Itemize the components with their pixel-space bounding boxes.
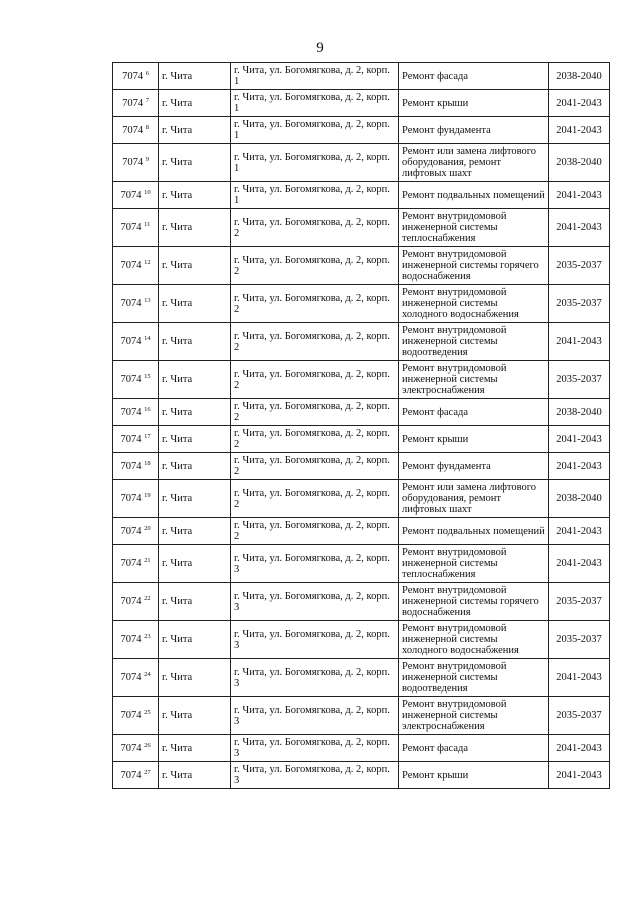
work-type-cell: Ремонт или замена лифтового оборудования, ремонт лифтовых шахт bbox=[399, 144, 549, 182]
row-number: 7074 $^{10}$ bbox=[113, 182, 159, 209]
row-number: 7074 $^{16}$ bbox=[113, 399, 159, 426]
table-row bbox=[113, 144, 610, 182]
address-cell: г. Чита, ул. Богомягкова, д. 2, корп. 3 bbox=[231, 697, 399, 735]
page-number: 9 bbox=[316, 40, 324, 56]
address-cell: г. Чита, ул. Богомягкова, д. 2, корп. 2 bbox=[231, 247, 399, 285]
table-row bbox=[113, 621, 610, 659]
work-type-cell: Ремонт внутридомовой инженерной системы холодного водоснабжения bbox=[399, 621, 549, 659]
table-row bbox=[113, 453, 610, 480]
work-type-cell: Ремонт внутридомовой инженерной системы горячего водоснабжения bbox=[399, 247, 549, 285]
work-type-cell: Ремонт внутридомовой инженерной системы электроснабжения bbox=[399, 361, 549, 399]
city-cell: г. Чита bbox=[159, 659, 231, 697]
address-cell: г. Чита, ул. Богомягкова, д. 2, корп. 1 bbox=[231, 63, 399, 90]
work-type-cell: Ремонт фундамента bbox=[399, 117, 549, 144]
city-cell: г. Чита bbox=[159, 399, 231, 426]
city-cell: г. Чита bbox=[159, 63, 231, 90]
row-number: 7074 $^{23}$ bbox=[113, 621, 159, 659]
address-cell: г. Чита, ул. Богомягкова, д. 2, корп. 2 bbox=[231, 285, 399, 323]
period-cell: 2035-2037 bbox=[549, 361, 610, 399]
table-row bbox=[113, 762, 610, 789]
address-cell: г. Чита, ул. Богомягкова, д. 2, корп. 3 bbox=[231, 659, 399, 697]
address-cell: г. Чита, ул. Богомягкова, д. 2, корп. 2 bbox=[231, 209, 399, 247]
city-cell: г. Чита bbox=[159, 285, 231, 323]
row-number: 7074 $^7$ bbox=[113, 90, 159, 117]
work-type-cell: Ремонт крыши bbox=[399, 90, 549, 117]
address-cell: г. Чита, ул. Богомягкова, д. 2, корп. 1 bbox=[231, 117, 399, 144]
city-cell: г. Чита bbox=[159, 426, 231, 453]
period-cell: 2041-2043 bbox=[549, 762, 610, 789]
period-cell: 2041-2043 bbox=[549, 518, 610, 545]
row-number: 7074 $^{11}$ bbox=[113, 209, 159, 247]
table-row bbox=[113, 659, 610, 697]
row-number: 7074 $^{21}$ bbox=[113, 545, 159, 583]
row-number: 7074 $^9$ bbox=[113, 144, 159, 182]
repair-schedule-table bbox=[112, 62, 610, 789]
address-cell: г. Чита, ул. Богомягкова, д. 2, корп. 2 bbox=[231, 361, 399, 399]
work-type-cell: Ремонт внутридомовой инженерной системы теплоснабжения bbox=[399, 545, 549, 583]
table-row bbox=[113, 697, 610, 735]
table-row bbox=[113, 426, 610, 453]
period-cell: 2038-2040 bbox=[549, 63, 610, 90]
address-cell: г. Чита, ул. Богомягкова, д. 2, корп. 2 bbox=[231, 323, 399, 361]
row-number: 7074 $^8$ bbox=[113, 117, 159, 144]
period-cell: 2041-2043 bbox=[549, 182, 610, 209]
period-cell: 2035-2037 bbox=[549, 285, 610, 323]
period-cell: 2041-2043 bbox=[549, 426, 610, 453]
city-cell: г. Чита bbox=[159, 480, 231, 518]
work-type-cell: Ремонт внутридомовой инженерной системы водоотведения bbox=[399, 659, 549, 697]
city-cell: г. Чита bbox=[159, 361, 231, 399]
table-row bbox=[113, 399, 610, 426]
address-cell: г. Чита, ул. Богомягкова, д. 2, корп. 2 bbox=[231, 453, 399, 480]
row-number: 7074 $^{27}$ bbox=[113, 762, 159, 789]
city-cell: г. Чита bbox=[159, 453, 231, 480]
city-cell: г. Чита bbox=[159, 182, 231, 209]
work-type-cell: Ремонт внутридомовой инженерной системы теплоснабжения bbox=[399, 209, 549, 247]
city-cell: г. Чита bbox=[159, 209, 231, 247]
period-cell: 2038-2040 bbox=[549, 399, 610, 426]
row-number: 7074 $^{22}$ bbox=[113, 583, 159, 621]
row-number: 7074 $^{24}$ bbox=[113, 659, 159, 697]
work-type-cell: Ремонт подвальных помещений bbox=[399, 518, 549, 545]
period-cell: 2038-2040 bbox=[549, 480, 610, 518]
city-cell: г. Чита bbox=[159, 247, 231, 285]
row-number: 7074 $^{15}$ bbox=[113, 361, 159, 399]
address-cell: г. Чита, ул. Богомягкова, д. 2, корп. 3 bbox=[231, 545, 399, 583]
period-cell: 2035-2037 bbox=[549, 697, 610, 735]
row-number: 7074 $^{25}$ bbox=[113, 697, 159, 735]
work-type-cell: Ремонт крыши bbox=[399, 426, 549, 453]
table-row bbox=[113, 90, 610, 117]
period-cell: 2035-2037 bbox=[549, 621, 610, 659]
period-cell: 2041-2043 bbox=[549, 209, 610, 247]
address-cell: г. Чита, ул. Богомягкова, д. 2, корп. 2 bbox=[231, 480, 399, 518]
city-cell: г. Чита bbox=[159, 762, 231, 789]
city-cell: г. Чита bbox=[159, 583, 231, 621]
row-number: 7074 $^{13}$ bbox=[113, 285, 159, 323]
row-number: 7074 $^{20}$ bbox=[113, 518, 159, 545]
work-type-cell: Ремонт фасада bbox=[399, 63, 549, 90]
table-row bbox=[113, 518, 610, 545]
table-row bbox=[113, 209, 610, 247]
row-number: 7074 $^{14}$ bbox=[113, 323, 159, 361]
period-cell: 2041-2043 bbox=[549, 545, 610, 583]
address-cell: г. Чита, ул. Богомягкова, д. 2, корп. 2 bbox=[231, 399, 399, 426]
period-cell: 2041-2043 bbox=[549, 323, 610, 361]
table-row bbox=[113, 182, 610, 209]
row-number: 7074 $^{12}$ bbox=[113, 247, 159, 285]
work-type-cell: Ремонт или замена лифтового оборудования, ремонт лифтовых шахт bbox=[399, 480, 549, 518]
address-cell: г. Чита, ул. Богомягкова, д. 2, корп. 3 bbox=[231, 621, 399, 659]
address-cell: г. Чита, ул. Богомягкова, д. 2, корп. 2 bbox=[231, 518, 399, 545]
table-row bbox=[113, 63, 610, 90]
address-cell: г. Чита, ул. Богомягкова, д. 2, корп. 1 bbox=[231, 90, 399, 117]
city-cell: г. Чита bbox=[159, 90, 231, 117]
period-cell: 2035-2037 bbox=[549, 583, 610, 621]
city-cell: г. Чита bbox=[159, 518, 231, 545]
work-type-cell: Ремонт внутридомовой инженерной системы электроснабжения bbox=[399, 697, 549, 735]
work-type-cell: Ремонт внутридомовой инженерной системы водоотведения bbox=[399, 323, 549, 361]
table-row bbox=[113, 735, 610, 762]
period-cell: 2041-2043 bbox=[549, 453, 610, 480]
row-number: 7074 $^{17}$ bbox=[113, 426, 159, 453]
row-number: 7074 $^{18}$ bbox=[113, 453, 159, 480]
work-type-cell: Ремонт крыши bbox=[399, 762, 549, 789]
table-row bbox=[113, 323, 610, 361]
city-cell: г. Чита bbox=[159, 144, 231, 182]
city-cell: г. Чита bbox=[159, 621, 231, 659]
work-type-cell: Ремонт фасада bbox=[399, 735, 549, 762]
table-row bbox=[113, 583, 610, 621]
table-row bbox=[113, 545, 610, 583]
address-cell: г. Чита, ул. Богомягкова, д. 2, корп. 3 bbox=[231, 735, 399, 762]
address-cell: г. Чита, ул. Богомягкова, д. 2, корп. 2 bbox=[231, 426, 399, 453]
period-cell: 2035-2037 bbox=[549, 247, 610, 285]
row-number: 7074 $^6$ bbox=[113, 63, 159, 90]
table-row bbox=[113, 285, 610, 323]
city-cell: г. Чита bbox=[159, 323, 231, 361]
table-row bbox=[113, 480, 610, 518]
work-type-cell: Ремонт внутридомовой инженерной системы горячего водоснабжения bbox=[399, 583, 549, 621]
city-cell: г. Чита bbox=[159, 735, 231, 762]
city-cell: г. Чита bbox=[159, 697, 231, 735]
city-cell: г. Чита bbox=[159, 117, 231, 144]
table-row bbox=[113, 361, 610, 399]
city-cell: г. Чита bbox=[159, 545, 231, 583]
table-row bbox=[113, 247, 610, 285]
work-type-cell: Ремонт фундамента bbox=[399, 453, 549, 480]
address-cell: г. Чита, ул. Богомягкова, д. 2, корп. 3 bbox=[231, 762, 399, 789]
period-cell: 2041-2043 bbox=[549, 117, 610, 144]
address-cell: г. Чита, ул. Богомягкова, д. 2, корп. 1 bbox=[231, 182, 399, 209]
row-number: 7074 $^{19}$ bbox=[113, 480, 159, 518]
period-cell: 2041-2043 bbox=[549, 90, 610, 117]
period-cell: 2038-2040 bbox=[549, 144, 610, 182]
address-cell: г. Чита, ул. Богомягкова, д. 2, корп. 1 bbox=[231, 144, 399, 182]
table-row bbox=[113, 117, 610, 144]
period-cell: 2041-2043 bbox=[549, 735, 610, 762]
work-type-cell: Ремонт внутридомовой инженерной системы холодного водоснабжения bbox=[399, 285, 549, 323]
address-cell: г. Чита, ул. Богомягкова, д. 2, корп. 3 bbox=[231, 583, 399, 621]
work-type-cell: Ремонт фасада bbox=[399, 399, 549, 426]
period-cell: 2041-2043 bbox=[549, 659, 610, 697]
work-type-cell: Ремонт подвальных помещений bbox=[399, 182, 549, 209]
row-number: 7074 $^{26}$ bbox=[113, 735, 159, 762]
